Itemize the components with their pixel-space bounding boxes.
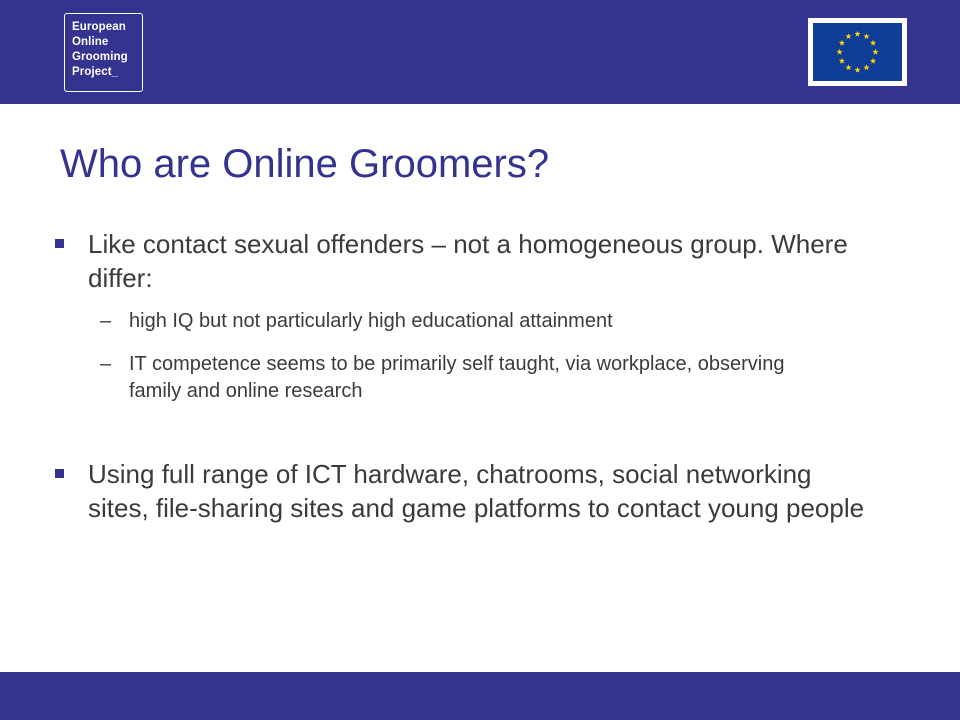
sub-bullet-text: high IQ but not particularly high educational attainment [129, 310, 613, 332]
footer-band [0, 672, 960, 720]
project-logo [64, 13, 143, 92]
bullet-text: Like contact sexual offenders – not a homogeneous group. Where differ: [88, 229, 848, 293]
eu-flag-frame [808, 18, 907, 86]
bullet-item [88, 457, 868, 525]
bullet-text: Using full range of ICT hardware, chatrooms, social networking sites, file-sharing sites and game platforms to contact young people [88, 459, 865, 523]
sub-bullet-text: IT competence seems to be primarily self taught, via workplace, observing family and online research [129, 353, 785, 402]
slide-title: Who are Online Groomers? [60, 142, 550, 186]
eu-flag-icon [813, 23, 902, 81]
logo-line: Online [72, 36, 109, 48]
sub-bullet-item [100, 308, 829, 335]
sub-bullet-item [100, 351, 829, 405]
dash-bullet-icon: – [100, 310, 112, 332]
dash-bullet-icon: – [100, 353, 112, 375]
logo-line: European [72, 21, 126, 33]
logo-line: Grooming [72, 51, 128, 63]
square-bullet-icon [55, 469, 64, 478]
square-bullet-icon [55, 239, 64, 248]
bullet-item [88, 227, 868, 295]
logo-line: Project_ [72, 66, 119, 78]
header-band [0, 0, 960, 104]
